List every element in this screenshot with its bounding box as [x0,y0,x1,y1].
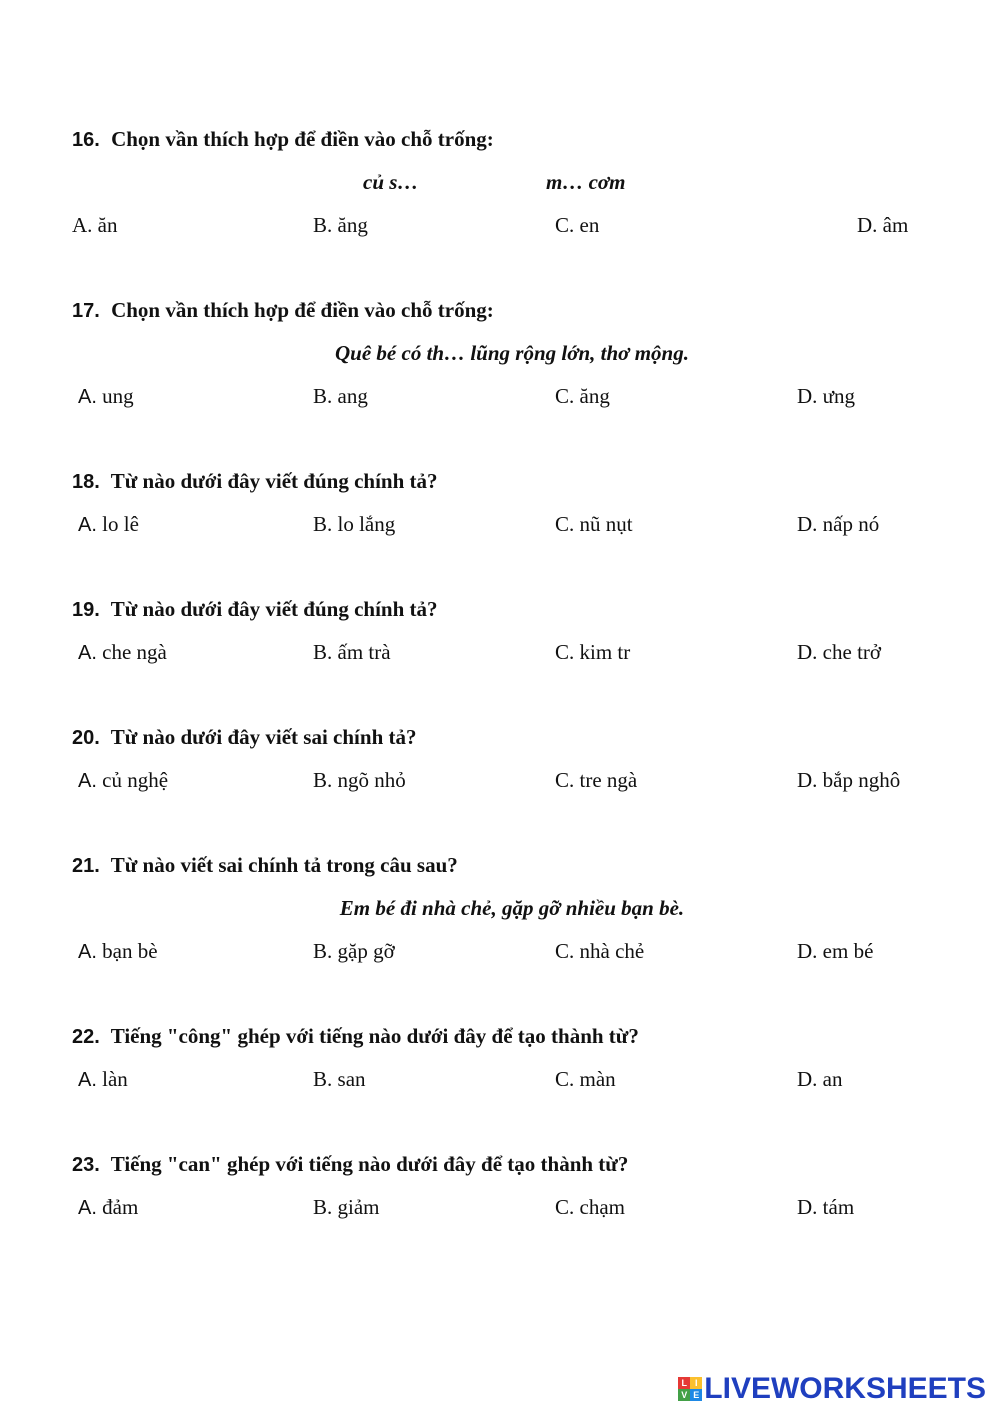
question-prompt [72,722,952,752]
option-text: bạn bè [102,939,158,963]
option-c[interactable] [555,1064,616,1094]
logo-letter: L [678,1377,690,1389]
option-text: nũ nụt [579,512,633,536]
option-a[interactable] [72,381,134,412]
option-a[interactable] [72,1064,128,1095]
option-letter: B. [313,640,333,664]
option-text: âm [882,213,909,237]
option-d[interactable] [797,1064,843,1094]
question-prompt [72,466,952,496]
liveworksheets-footer [678,1372,986,1406]
option-letter: B. [313,384,333,408]
option-text: ăn [97,213,118,237]
option-letter: D. [797,640,818,664]
question-number: 20. [72,727,100,749]
option-letter: A. [78,514,97,536]
option-letter: B. [313,768,333,792]
logo-letter: I [690,1377,702,1389]
option-text: che ngà [102,640,167,664]
option-text: làn [102,1067,128,1091]
option-letter: A. [78,1197,97,1219]
option-letter: C. [555,512,575,536]
option-letter: C. [555,213,575,237]
option-a[interactable] [72,765,168,796]
logo-letter: V [678,1389,690,1401]
option-c[interactable] [555,765,637,795]
option-letter: B. [313,512,333,536]
blank-phrase: m… cơm [546,170,626,194]
liveworksheets-brand: LIVEWORKSHEETS [704,1372,986,1405]
option-text: che trở [822,640,881,664]
option-c[interactable] [555,1192,625,1222]
option-text: lo lê [102,512,139,536]
option-d[interactable] [797,936,873,966]
option-letter: B. [313,1195,333,1219]
option-letter: C. [555,768,575,792]
option-a[interactable] [72,1192,138,1223]
option-text: chạm [579,1195,625,1219]
option-letter: D. [797,1195,818,1219]
option-text: ăng [579,384,610,408]
option-letter: A. [78,770,97,792]
option-d[interactable] [797,1192,854,1222]
option-text: kim tr [579,640,631,664]
answer-options [72,1192,952,1222]
option-c[interactable] [555,381,610,411]
question-text: Từ nào dưới đây viết đúng chính tả? [110,597,438,621]
option-text: ung [102,384,134,408]
option-c[interactable] [555,936,644,966]
answer-options [72,936,952,966]
option-text: giảm [337,1195,380,1219]
question-number: 23. [72,1154,100,1176]
option-c[interactable] [555,637,630,667]
option-text: lo lắng [337,512,396,536]
question-number: 22. [72,1026,100,1048]
option-a[interactable] [72,936,158,967]
question-prompt [72,124,952,154]
option-a[interactable] [72,637,167,668]
answer-options [72,210,952,240]
option-text: nhà chẻ [579,939,645,963]
option-b[interactable] [313,765,406,795]
question-text: Từ nào dưới đây viết đúng chính tả? [110,469,438,493]
option-text: em bé [822,939,874,963]
option-text: ang [337,384,368,408]
option-letter: A. [78,386,97,408]
question-20 [72,722,952,795]
option-letter: A. [78,1069,97,1091]
option-b[interactable] [313,381,368,411]
option-b[interactable] [313,637,391,667]
option-text: màn [579,1067,616,1091]
option-c[interactable] [555,210,599,240]
option-text: ưng [822,384,856,408]
question-prompt [72,1149,952,1179]
question-18 [72,466,952,539]
question-number: 16. [72,129,100,151]
question-text: Chọn vần thích hợp để điền vào chỗ trống: [111,127,494,151]
question-number: 21. [72,855,100,877]
option-text: san [337,1067,366,1091]
fill-blanks-row [72,167,952,197]
option-b[interactable] [313,1192,380,1222]
option-d[interactable] [797,765,900,795]
question-prompt [72,295,952,325]
question-22 [72,1021,952,1094]
option-text: an [822,1067,843,1091]
answer-options [72,637,952,667]
option-d[interactable] [797,509,879,539]
option-letter: B. [313,213,333,237]
question-21 [72,850,952,966]
question-16 [72,124,952,240]
question-prompt [72,1021,952,1051]
question-number: 19. [72,599,100,621]
option-letter: D. [797,512,818,536]
option-text: ăng [337,213,368,237]
option-text: nấp nó [822,512,880,536]
question-prompt [72,594,952,624]
answer-options [72,765,952,795]
option-text: đảm [102,1195,139,1219]
option-letter: C. [555,1195,575,1219]
option-b[interactable] [313,210,368,240]
option-letter: C. [555,1067,575,1091]
option-letter: A. [72,213,93,237]
question-number: 17. [72,300,100,322]
example-sentence: Em bé đi nhà chẻ, gặp gỡ nhiều bạn bè. [339,896,685,920]
example-sentence: Quê bé có th… lũng rộng lớn, thơ mộng. [335,341,689,365]
option-letter: D. [797,384,818,408]
answer-options [72,509,952,539]
option-letter: D. [797,1067,818,1091]
question-text: Chọn vần thích hợp để điền vào chỗ trống: [111,298,494,322]
option-letter: B. [313,1067,333,1091]
option-text: củ nghệ [102,768,169,792]
question-23 [72,1149,952,1222]
logo-letter: E [690,1389,702,1401]
option-d[interactable] [797,637,881,667]
option-text: bắp nghô [822,768,901,792]
option-a[interactable] [72,509,139,540]
question-text: Từ nào dưới đây viết sai chính tả? [110,725,417,749]
option-d[interactable] [797,381,855,411]
option-c[interactable] [555,509,633,539]
liveworksheets-logo-icon [678,1377,702,1401]
question-text: Tiếng "công" ghép với tiếng nào dưới đây để tạo thành từ? [110,1024,639,1048]
answer-options [72,1064,952,1094]
question-prompt [72,850,952,880]
question-text: Từ nào viết sai chính tả trong câu sau? [110,853,458,877]
question-17 [72,295,952,411]
option-text: ấm trà [337,640,391,664]
option-letter: B. [313,939,333,963]
question-text: Tiếng "can" ghép với tiếng nào dưới đây để tạo thành từ? [110,1152,629,1176]
option-text: gặp gỡ [337,939,395,963]
option-letter: C. [555,640,575,664]
question-19 [72,594,952,667]
option-b[interactable] [313,509,395,539]
option-text: ngõ nhỏ [337,768,406,792]
option-text: tám [822,1195,855,1219]
option-letter: D. [797,939,818,963]
question-number: 18. [72,471,100,493]
option-letter: A. [78,941,97,963]
option-letter: C. [555,384,575,408]
option-letter: D. [857,213,878,237]
option-letter: C. [555,939,575,963]
answer-options [72,381,952,411]
option-a[interactable] [72,210,118,240]
option-b[interactable] [313,936,395,966]
option-d[interactable] [857,210,908,240]
option-text: tre ngà [579,768,638,792]
blank-phrase: củ s… [363,170,419,194]
option-letter: A. [78,642,97,664]
option-text: en [579,213,600,237]
option-letter: D. [797,768,818,792]
option-b[interactable] [313,1064,366,1094]
